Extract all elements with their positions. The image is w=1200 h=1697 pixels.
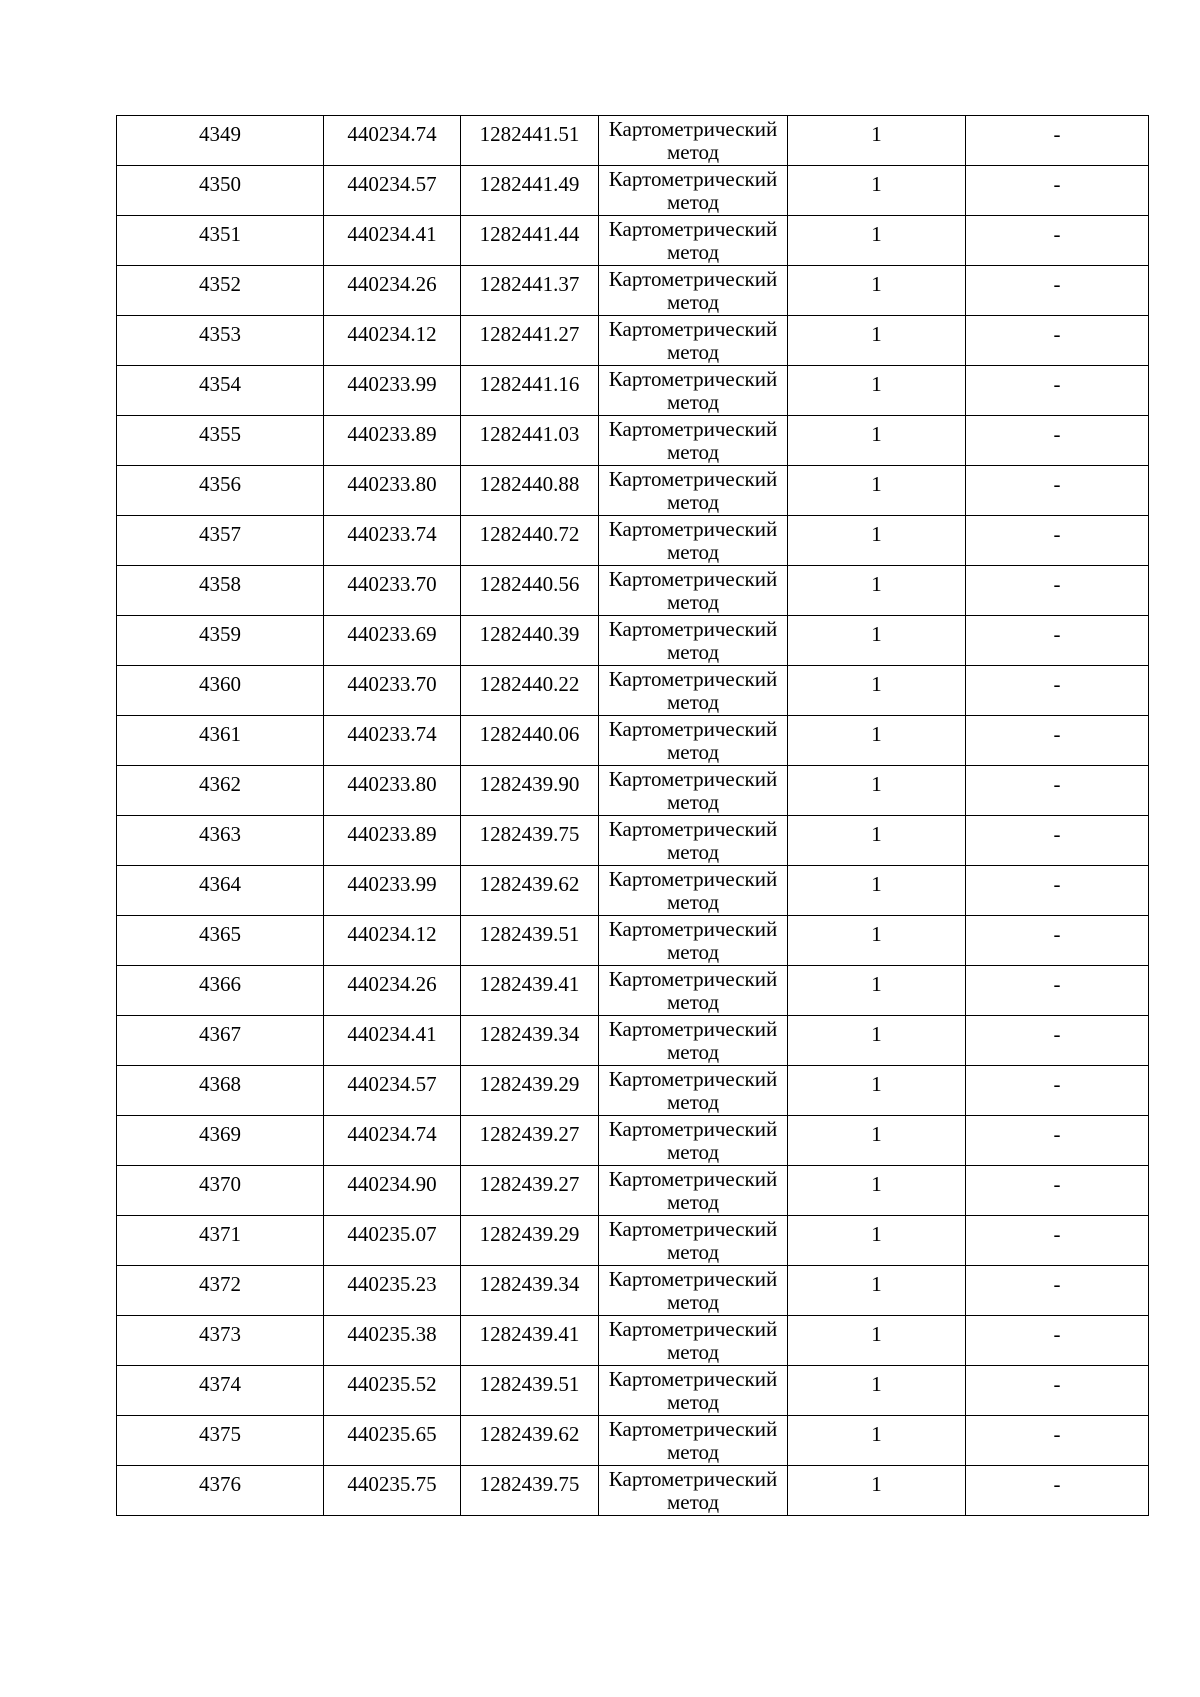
coordinate-x-cell: 440233.70 [324,566,461,616]
point-number-cell: 4365 [117,916,324,966]
table-row [117,1266,1149,1316]
coordinate-y-cell: 1282440.22 [461,666,599,716]
coordinate-y-cell: 1282439.27 [461,1166,599,1216]
coordinate-x-cell: 440234.57 [324,166,461,216]
point-number-cell: 4364 [117,866,324,916]
method-line-2: метод [666,1040,720,1064]
method-cell [599,116,788,166]
method-line-2: метод [666,790,720,814]
coordinate-x-cell: 440234.26 [324,266,461,316]
table-row [117,666,1149,716]
note-cell: - [966,566,1149,616]
note-cell: - [966,316,1149,366]
method-line-1: Картометрический [608,717,778,741]
coordinate-y-cell: 1282441.44 [461,216,599,266]
note-cell: - [966,766,1149,816]
coordinate-x-cell: 440234.41 [324,216,461,266]
coordinate-x-cell: 440233.74 [324,516,461,566]
method-line-1: Картометрический [608,1067,778,1091]
accuracy-cell: 1 [788,566,966,616]
table-row [117,816,1149,866]
accuracy-cell: 1 [788,1116,966,1166]
note-cell: - [966,416,1149,466]
accuracy-cell: 1 [788,216,966,266]
table-row [117,616,1149,666]
method-line-2: метод [666,140,720,164]
accuracy-cell: 1 [788,316,966,366]
coordinate-x-cell: 440233.99 [324,366,461,416]
accuracy-cell: 1 [788,766,966,816]
accuracy-cell: 1 [788,1416,966,1466]
method-cell [599,866,788,916]
method-line-1: Картометрический [608,567,778,591]
point-number-cell: 4360 [117,666,324,716]
accuracy-cell: 1 [788,116,966,166]
note-cell: - [966,166,1149,216]
coordinate-x-cell: 440233.89 [324,816,461,866]
table-row [117,1466,1149,1516]
method-line-2: метод [666,740,720,764]
method-line-1: Картометрический [608,1317,778,1341]
coordinate-x-cell: 440234.12 [324,316,461,366]
table-row [117,766,1149,816]
table-row [117,516,1149,566]
method-cell [599,1066,788,1116]
coordinate-x-cell: 440235.38 [324,1316,461,1366]
table-row [117,866,1149,916]
coordinate-y-cell: 1282439.29 [461,1216,599,1266]
coordinate-x-cell: 440233.74 [324,716,461,766]
table-row [117,1216,1149,1266]
method-line-1: Картометрический [608,867,778,891]
method-line-1: Картометрический [608,517,778,541]
method-line-1: Картометрический [608,667,778,691]
method-line-2: метод [666,640,720,664]
coordinate-y-cell: 1282439.29 [461,1066,599,1116]
accuracy-cell: 1 [788,1066,966,1116]
method-cell [599,916,788,966]
method-line-1: Картометрический [608,917,778,941]
point-number-cell: 4355 [117,416,324,466]
coordinate-x-cell: 440235.65 [324,1416,461,1466]
point-number-cell: 4352 [117,266,324,316]
coordinate-y-cell: 1282440.56 [461,566,599,616]
method-line-1: Картометрический [608,1467,778,1491]
method-line-1: Картометрический [608,1167,778,1191]
accuracy-cell: 1 [788,816,966,866]
note-cell: - [966,1216,1149,1266]
note-cell: - [966,1416,1149,1466]
method-cell [599,1216,788,1266]
note-cell: - [966,816,1149,866]
table-row [117,566,1149,616]
note-cell: - [966,1066,1149,1116]
method-line-1: Картометрический [608,1217,778,1241]
accuracy-cell: 1 [788,166,966,216]
accuracy-cell: 1 [788,1316,966,1366]
method-line-2: метод [666,1440,720,1464]
accuracy-cell: 1 [788,916,966,966]
accuracy-cell: 1 [788,716,966,766]
note-cell: - [966,916,1149,966]
note-cell: - [966,1466,1149,1516]
coordinate-y-cell: 1282439.41 [461,966,599,1016]
table-row [117,916,1149,966]
accuracy-cell: 1 [788,266,966,316]
accuracy-cell: 1 [788,866,966,916]
method-line-2: метод [666,390,720,414]
point-number-cell: 4349 [117,116,324,166]
method-cell [599,1116,788,1166]
method-cell [599,816,788,866]
coordinate-y-cell: 1282439.90 [461,766,599,816]
method-line-1: Картометрический [608,1367,778,1391]
coordinate-y-cell: 1282439.62 [461,866,599,916]
note-cell: - [966,1166,1149,1216]
point-number-cell: 4363 [117,816,324,866]
method-line-2: метод [666,1340,720,1364]
note-cell: - [966,366,1149,416]
method-line-2: метод [666,1190,720,1214]
method-line-1: Картометрический [608,1117,778,1141]
note-cell: - [966,1266,1149,1316]
point-number-cell: 4367 [117,1016,324,1066]
method-line-2: метод [666,340,720,364]
coordinate-y-cell: 1282439.27 [461,1116,599,1166]
point-number-cell: 4362 [117,766,324,816]
coordinate-x-cell: 440234.74 [324,116,461,166]
method-line-1: Картометрический [608,367,778,391]
coordinate-y-cell: 1282441.03 [461,416,599,466]
coordinate-y-cell: 1282439.34 [461,1016,599,1066]
table-row [117,416,1149,466]
coordinate-y-cell: 1282439.51 [461,916,599,966]
method-cell [599,416,788,466]
method-line-2: метод [666,440,720,464]
coordinate-x-cell: 440234.57 [324,1066,461,1116]
method-line-2: метод [666,290,720,314]
coordinate-y-cell: 1282441.37 [461,266,599,316]
method-line-1: Картометрический [608,817,778,841]
method-cell [599,166,788,216]
table-row [117,1416,1149,1466]
method-line-2: метод [666,940,720,964]
note-cell: - [966,1116,1149,1166]
coordinate-x-cell: 440233.70 [324,666,461,716]
accuracy-cell: 1 [788,516,966,566]
accuracy-cell: 1 [788,366,966,416]
point-number-cell: 4353 [117,316,324,366]
point-number-cell: 4358 [117,566,324,616]
method-cell [599,516,788,566]
table-row [117,1066,1149,1116]
note-cell: - [966,516,1149,566]
method-line-1: Картометрический [608,967,778,991]
accuracy-cell: 1 [788,966,966,1016]
coordinate-x-cell: 440235.23 [324,1266,461,1316]
method-cell [599,616,788,666]
table-row [117,1016,1149,1066]
method-line-1: Картометрический [608,417,778,441]
coordinate-y-cell: 1282439.62 [461,1416,599,1466]
coordinate-x-cell: 440233.80 [324,766,461,816]
coordinate-y-cell: 1282439.75 [461,816,599,866]
note-cell: - [966,616,1149,666]
coordinate-y-cell: 1282440.39 [461,616,599,666]
method-line-1: Картометрический [608,467,778,491]
table-row [117,266,1149,316]
method-line-2: метод [666,1390,720,1414]
method-line-1: Картометрический [608,617,778,641]
accuracy-cell: 1 [788,466,966,516]
note-cell: - [966,866,1149,916]
coordinate-y-cell: 1282439.51 [461,1366,599,1416]
method-cell [599,466,788,516]
coordinate-x-cell: 440234.26 [324,966,461,1016]
note-cell: - [966,1316,1149,1366]
method-line-1: Картометрический [608,117,778,141]
method-line-2: метод [666,540,720,564]
method-cell [599,366,788,416]
note-cell: - [966,466,1149,516]
point-number-cell: 4372 [117,1266,324,1316]
point-number-cell: 4366 [117,966,324,1016]
method-line-2: метод [666,190,720,214]
method-line-2: метод [666,1140,720,1164]
accuracy-cell: 1 [788,666,966,716]
accuracy-cell: 1 [788,1166,966,1216]
accuracy-cell: 1 [788,1266,966,1316]
method-line-1: Картометрический [608,267,778,291]
method-line-1: Картометрический [608,767,778,791]
point-number-cell: 4376 [117,1466,324,1516]
method-line-2: метод [666,490,720,514]
note-cell: - [966,966,1149,1016]
method-cell [599,266,788,316]
coordinate-y-cell: 1282440.06 [461,716,599,766]
method-line-2: метод [666,590,720,614]
table-row [117,466,1149,516]
method-line-2: метод [666,890,720,914]
method-line-1: Картометрический [608,317,778,341]
method-line-1: Картометрический [608,1417,778,1441]
coordinate-y-cell: 1282441.49 [461,166,599,216]
coordinate-y-cell: 1282441.27 [461,316,599,366]
accuracy-cell: 1 [788,416,966,466]
accuracy-cell: 1 [788,1216,966,1266]
point-number-cell: 4369 [117,1116,324,1166]
table-row [117,166,1149,216]
note-cell: - [966,266,1149,316]
point-number-cell: 4374 [117,1366,324,1416]
coordinate-x-cell: 440235.75 [324,1466,461,1516]
method-cell [599,766,788,816]
method-cell [599,1266,788,1316]
table-row [117,216,1149,266]
coordinate-y-cell: 1282440.72 [461,516,599,566]
point-number-cell: 4375 [117,1416,324,1466]
method-line-2: метод [666,690,720,714]
coordinates-table-body [117,116,1149,1516]
point-number-cell: 4359 [117,616,324,666]
method-line-2: метод [666,240,720,264]
method-cell [599,1166,788,1216]
method-line-1: Картометрический [608,167,778,191]
accuracy-cell: 1 [788,616,966,666]
coordinate-x-cell: 440233.99 [324,866,461,916]
point-number-cell: 4371 [117,1216,324,1266]
point-number-cell: 4351 [117,216,324,266]
coordinate-x-cell: 440235.07 [324,1216,461,1266]
coordinate-x-cell: 440233.80 [324,466,461,516]
coordinate-x-cell: 440234.90 [324,1166,461,1216]
accuracy-cell: 1 [788,1466,966,1516]
coordinate-y-cell: 1282439.75 [461,1466,599,1516]
point-number-cell: 4350 [117,166,324,216]
coordinate-y-cell: 1282439.41 [461,1316,599,1366]
method-cell [599,216,788,266]
coordinate-y-cell: 1282440.88 [461,466,599,516]
accuracy-cell: 1 [788,1016,966,1066]
table-row [117,966,1149,1016]
coordinate-x-cell: 440233.69 [324,616,461,666]
method-line-1: Картометрический [608,217,778,241]
note-cell: - [966,1366,1149,1416]
coordinate-y-cell: 1282441.51 [461,116,599,166]
method-line-1: Картометрический [608,1267,778,1291]
method-line-2: метод [666,1240,720,1264]
method-line-1: Картометрический [608,1017,778,1041]
note-cell: - [966,666,1149,716]
method-cell [599,1416,788,1466]
method-line-2: метод [666,1090,720,1114]
method-line-2: метод [666,840,720,864]
table-row [117,316,1149,366]
table-row [117,116,1149,166]
table-row [117,1366,1149,1416]
table-row [117,716,1149,766]
point-number-cell: 4373 [117,1316,324,1366]
coordinate-y-cell: 1282441.16 [461,366,599,416]
method-cell [599,316,788,366]
point-number-cell: 4357 [117,516,324,566]
coordinate-x-cell: 440234.74 [324,1116,461,1166]
method-cell [599,1366,788,1416]
method-cell [599,666,788,716]
note-cell: - [966,1016,1149,1066]
note-cell: - [966,716,1149,766]
table-row [117,1116,1149,1166]
table-row [117,1316,1149,1366]
method-line-2: метод [666,1290,720,1314]
method-cell [599,1316,788,1366]
method-line-2: метод [666,1490,720,1514]
table-row [117,1166,1149,1216]
method-line-2: метод [666,990,720,1014]
accuracy-cell: 1 [788,1366,966,1416]
method-cell [599,1016,788,1066]
method-cell [599,1466,788,1516]
coordinate-x-cell: 440235.52 [324,1366,461,1416]
note-cell: - [966,216,1149,266]
method-cell [599,966,788,1016]
point-number-cell: 4361 [117,716,324,766]
point-number-cell: 4368 [117,1066,324,1116]
coordinate-y-cell: 1282439.34 [461,1266,599,1316]
coordinate-x-cell: 440234.41 [324,1016,461,1066]
coordinate-x-cell: 440234.12 [324,916,461,966]
table-row [117,366,1149,416]
point-number-cell: 4370 [117,1166,324,1216]
method-cell [599,716,788,766]
point-number-cell: 4356 [117,466,324,516]
coordinates-table [116,115,1149,1516]
method-cell [599,566,788,616]
note-cell: - [966,116,1149,166]
coordinate-x-cell: 440233.89 [324,416,461,466]
point-number-cell: 4354 [117,366,324,416]
